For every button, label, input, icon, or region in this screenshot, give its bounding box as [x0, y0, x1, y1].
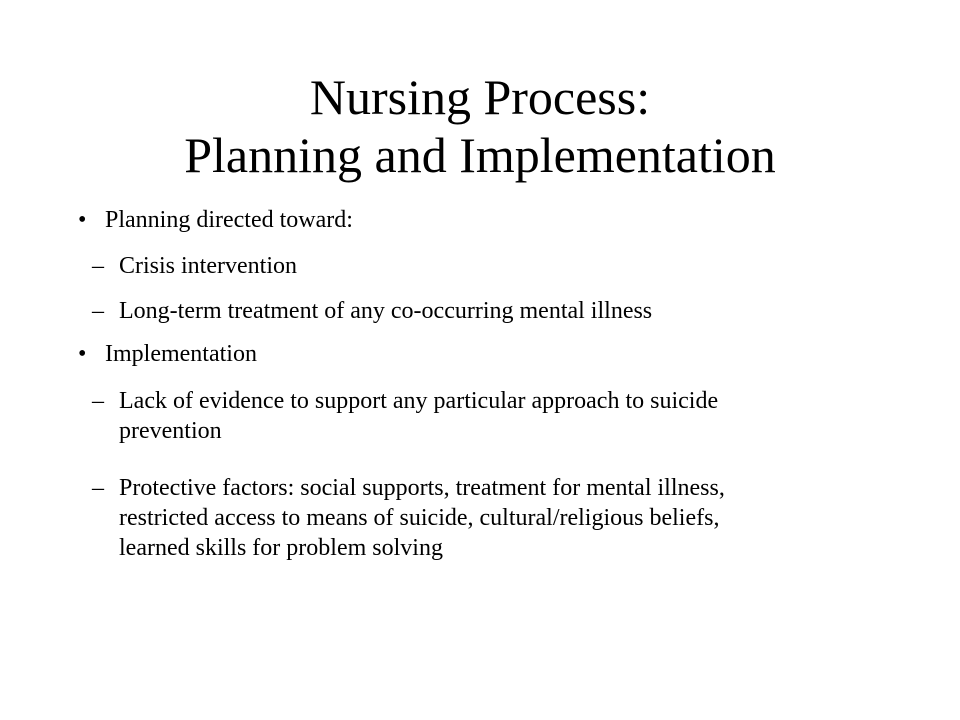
title-line-1: Nursing Process:: [309, 69, 651, 125]
bullet-text: Implementation: [105, 341, 257, 367]
sub-bullet-text: Long-term treatment of any co-occurring mental illness: [119, 298, 653, 324]
dash-icon: –: [92, 388, 104, 414]
bullet-dot-icon: •: [78, 341, 87, 367]
sub-bullet-protective-factors: [92, 473, 932, 563]
bullet-item-planning: [78, 205, 353, 235]
bullet-dot-icon: •: [78, 207, 87, 233]
bullet-item-implementation: [78, 339, 257, 369]
dash-icon: –: [92, 253, 104, 279]
title-line-2: Planning and Implementation: [184, 127, 776, 183]
sub-bullet-crisis: [92, 251, 932, 281]
sub-bullet-text: Lack of evidence to support any particular approach to suicide prevention: [119, 388, 719, 444]
dash-icon: –: [92, 298, 104, 324]
sub-bullet-text: Protective factors: social supports, treatment for mental illness, restricted access to means of suicide, cultural/religious beliefs, learned skills for problem solving: [119, 475, 725, 561]
sub-bullet-text: Crisis intervention: [119, 253, 297, 279]
sub-bullet-long-term: [92, 296, 932, 326]
bullet-text: Planning directed toward:: [105, 207, 353, 233]
dash-icon: –: [92, 475, 104, 501]
sub-bullet-lack-of-evidence: [92, 386, 932, 446]
